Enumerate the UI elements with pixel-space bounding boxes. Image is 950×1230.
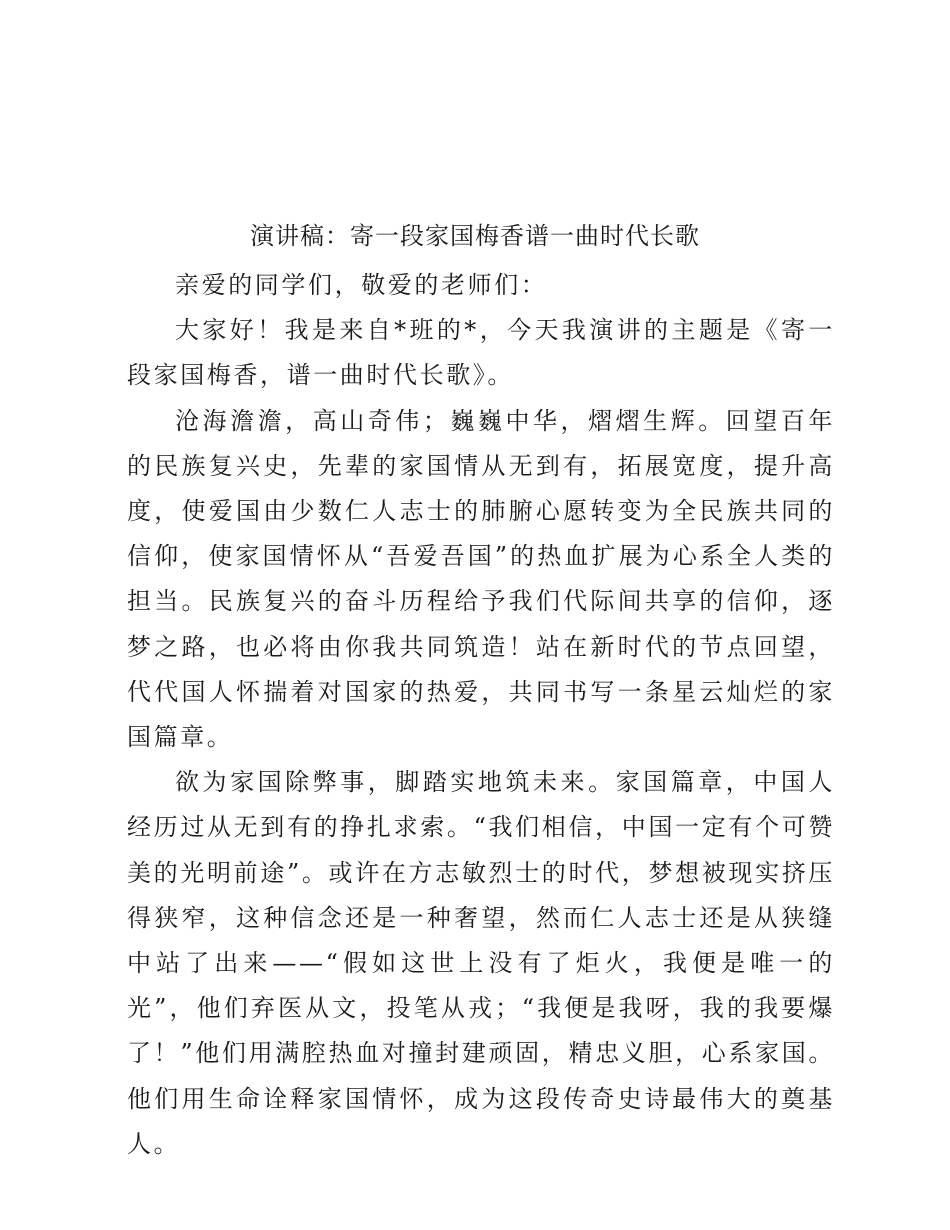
document-body	[127, 263, 835, 1167]
paragraph-ancestors: 欲为家国除弊事，脚踏实地筑未来。家国篇章，中国人经历过从无到有的挣扎求索。“我们相信，中国一定有个可赞美的光明前途”。或许在方志敏烈士的时代，梦想被现实挤压得狭窄，这种信念还是一种奢望，然而仁人志士还是从狭缝中站了出来——“假如这世上没有了炬火，我便是唯一的光”，他们弃医从文，投笔从戎；“我便是我呀，我的我要爆了！”他们用满腔热血对撞封建顽固，精忠义胆，心系家国。他们用生命诠释家国情怀，成为这段传奇史诗最伟大的奠基人。	[127, 768, 835, 1158]
document-title: 演讲稿：寄一段家国梅香谱一曲时代长歌	[250, 222, 700, 250]
paragraph-salutation: 亲爱的同学们，敬爱的老师们：	[175, 271, 548, 299]
paragraph-greeting: 大家好！我是来自*班的*，今天我演讲的主题是《寄一段家国梅香，谱一曲时代长歌》。	[127, 316, 835, 390]
paragraph-history: 沧海澹澹，高山奇伟；巍巍中华，熠熠生辉。回望百年的民族复兴史，先辈的家国情从无到有，拓展宽度，提升高度，使爱国由少数仁人志士的肺腑心愿转变为全民族共同的信仰，使家国情怀从“吾爱吾国”的热血扩展为心系全人类的担当。民族复兴的奋斗历程给予我们代际间共享的信仰，逐梦之路，也必将由你我共同筑造！站在新时代的节点回望，代代国人怀揣着对国家的热爱，共同书写一条星云灿烂的家国篇章。	[127, 406, 835, 752]
